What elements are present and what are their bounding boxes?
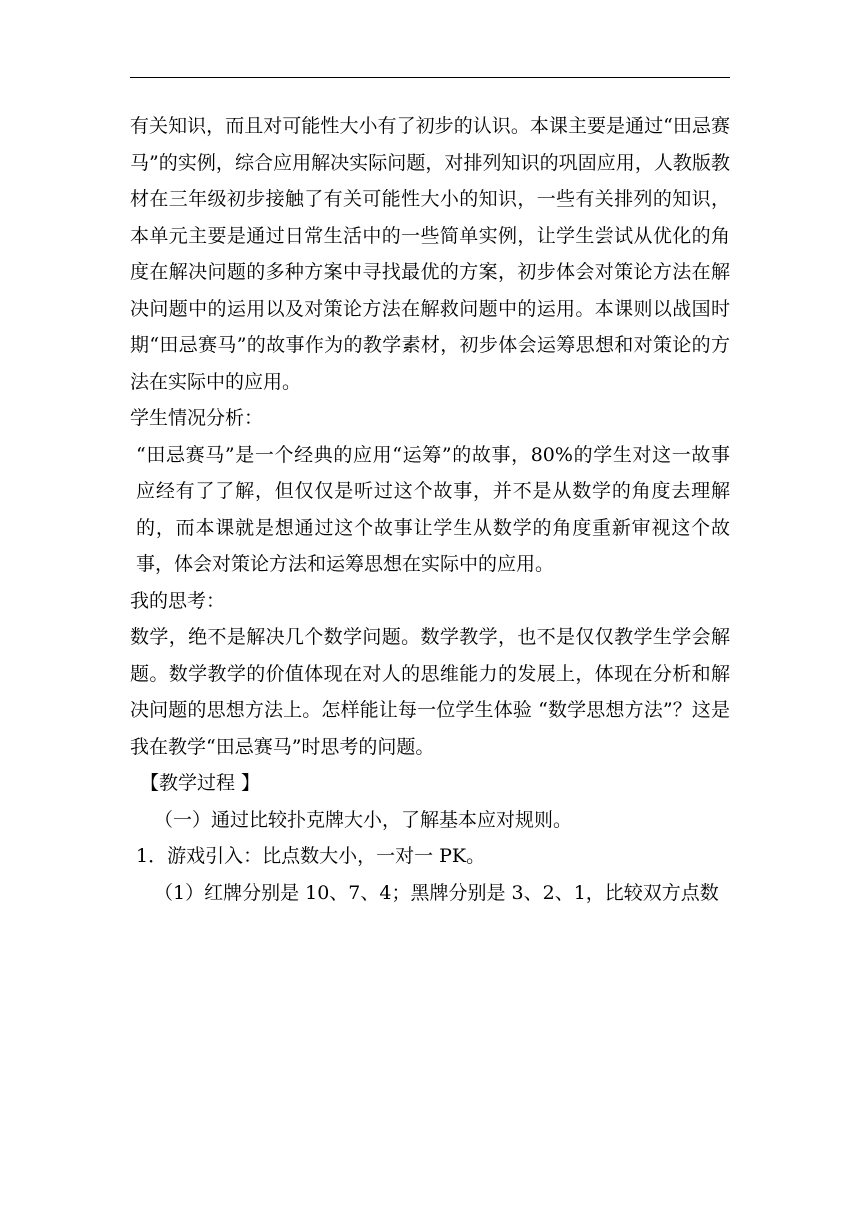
heading-my-thinking: 我的思考： xyxy=(130,589,226,612)
list-item-1: 1．游戏引入：比点数大小，一对一 PK。 xyxy=(136,845,486,867)
heading-student-analysis: 学生情况分析： xyxy=(130,407,264,429)
sub-item-1: （1）红牌分别是 10、7、4；黑牌分别是 3、2、1，比较双方点数 xyxy=(154,881,719,904)
heading-teaching-process: 【教学过程 】 xyxy=(140,772,261,794)
header-rule xyxy=(130,77,730,78)
paragraph-student-analysis: “田忌赛马”是一个经典的应用“运筹”的故事，80%的学生对这一故事应经有了了解，但仅仅是听过这个故事，并不是从数学的角度去理解的，而本课就是想通过这个故事让学生从数学的角度重新审视这个故事，体会对策论方法和运筹思想在实际中的应用。 xyxy=(136,443,730,575)
document-body xyxy=(130,108,730,911)
section-one-title: （一）通过比较扑克牌大小，了解基本应对规则。 xyxy=(154,808,573,831)
paragraph-my-thinking: 数学，绝不是解决几个数学问题。数学教学，也不是仅仅教学生学会解题。数学教学的价值体现在对人的思维能力的发展上，体现在分析和解决问题的思想方法上。怎样能让每一位学生体验 “数学思想方法”？这是我在教学“田忌赛马”时思考的问题。 xyxy=(130,626,730,758)
paragraph-intro: 有关知识，而且对可能性大小有了初步的认识。本课主要是通过“田忌赛马”的实例，综合应用解决实际问题，对排列知识的巩固应用，人教版教材在三年级初步接触了有关可能性大小的知识，一些有关排列的知识，本单元主要是通过日常生活中的一些简单实例，让学生尝试从优化的角度在解决问题的多种方案中寻找最优的方案，初步体会对策论方法在解决问题中的运用以及对策论方法在解救问题中的运用。本课则以战国时期“田忌赛马”的故事作为的教学素材，初步体会运筹思想和对策论的方法在实际中的应用。 xyxy=(130,115,730,393)
